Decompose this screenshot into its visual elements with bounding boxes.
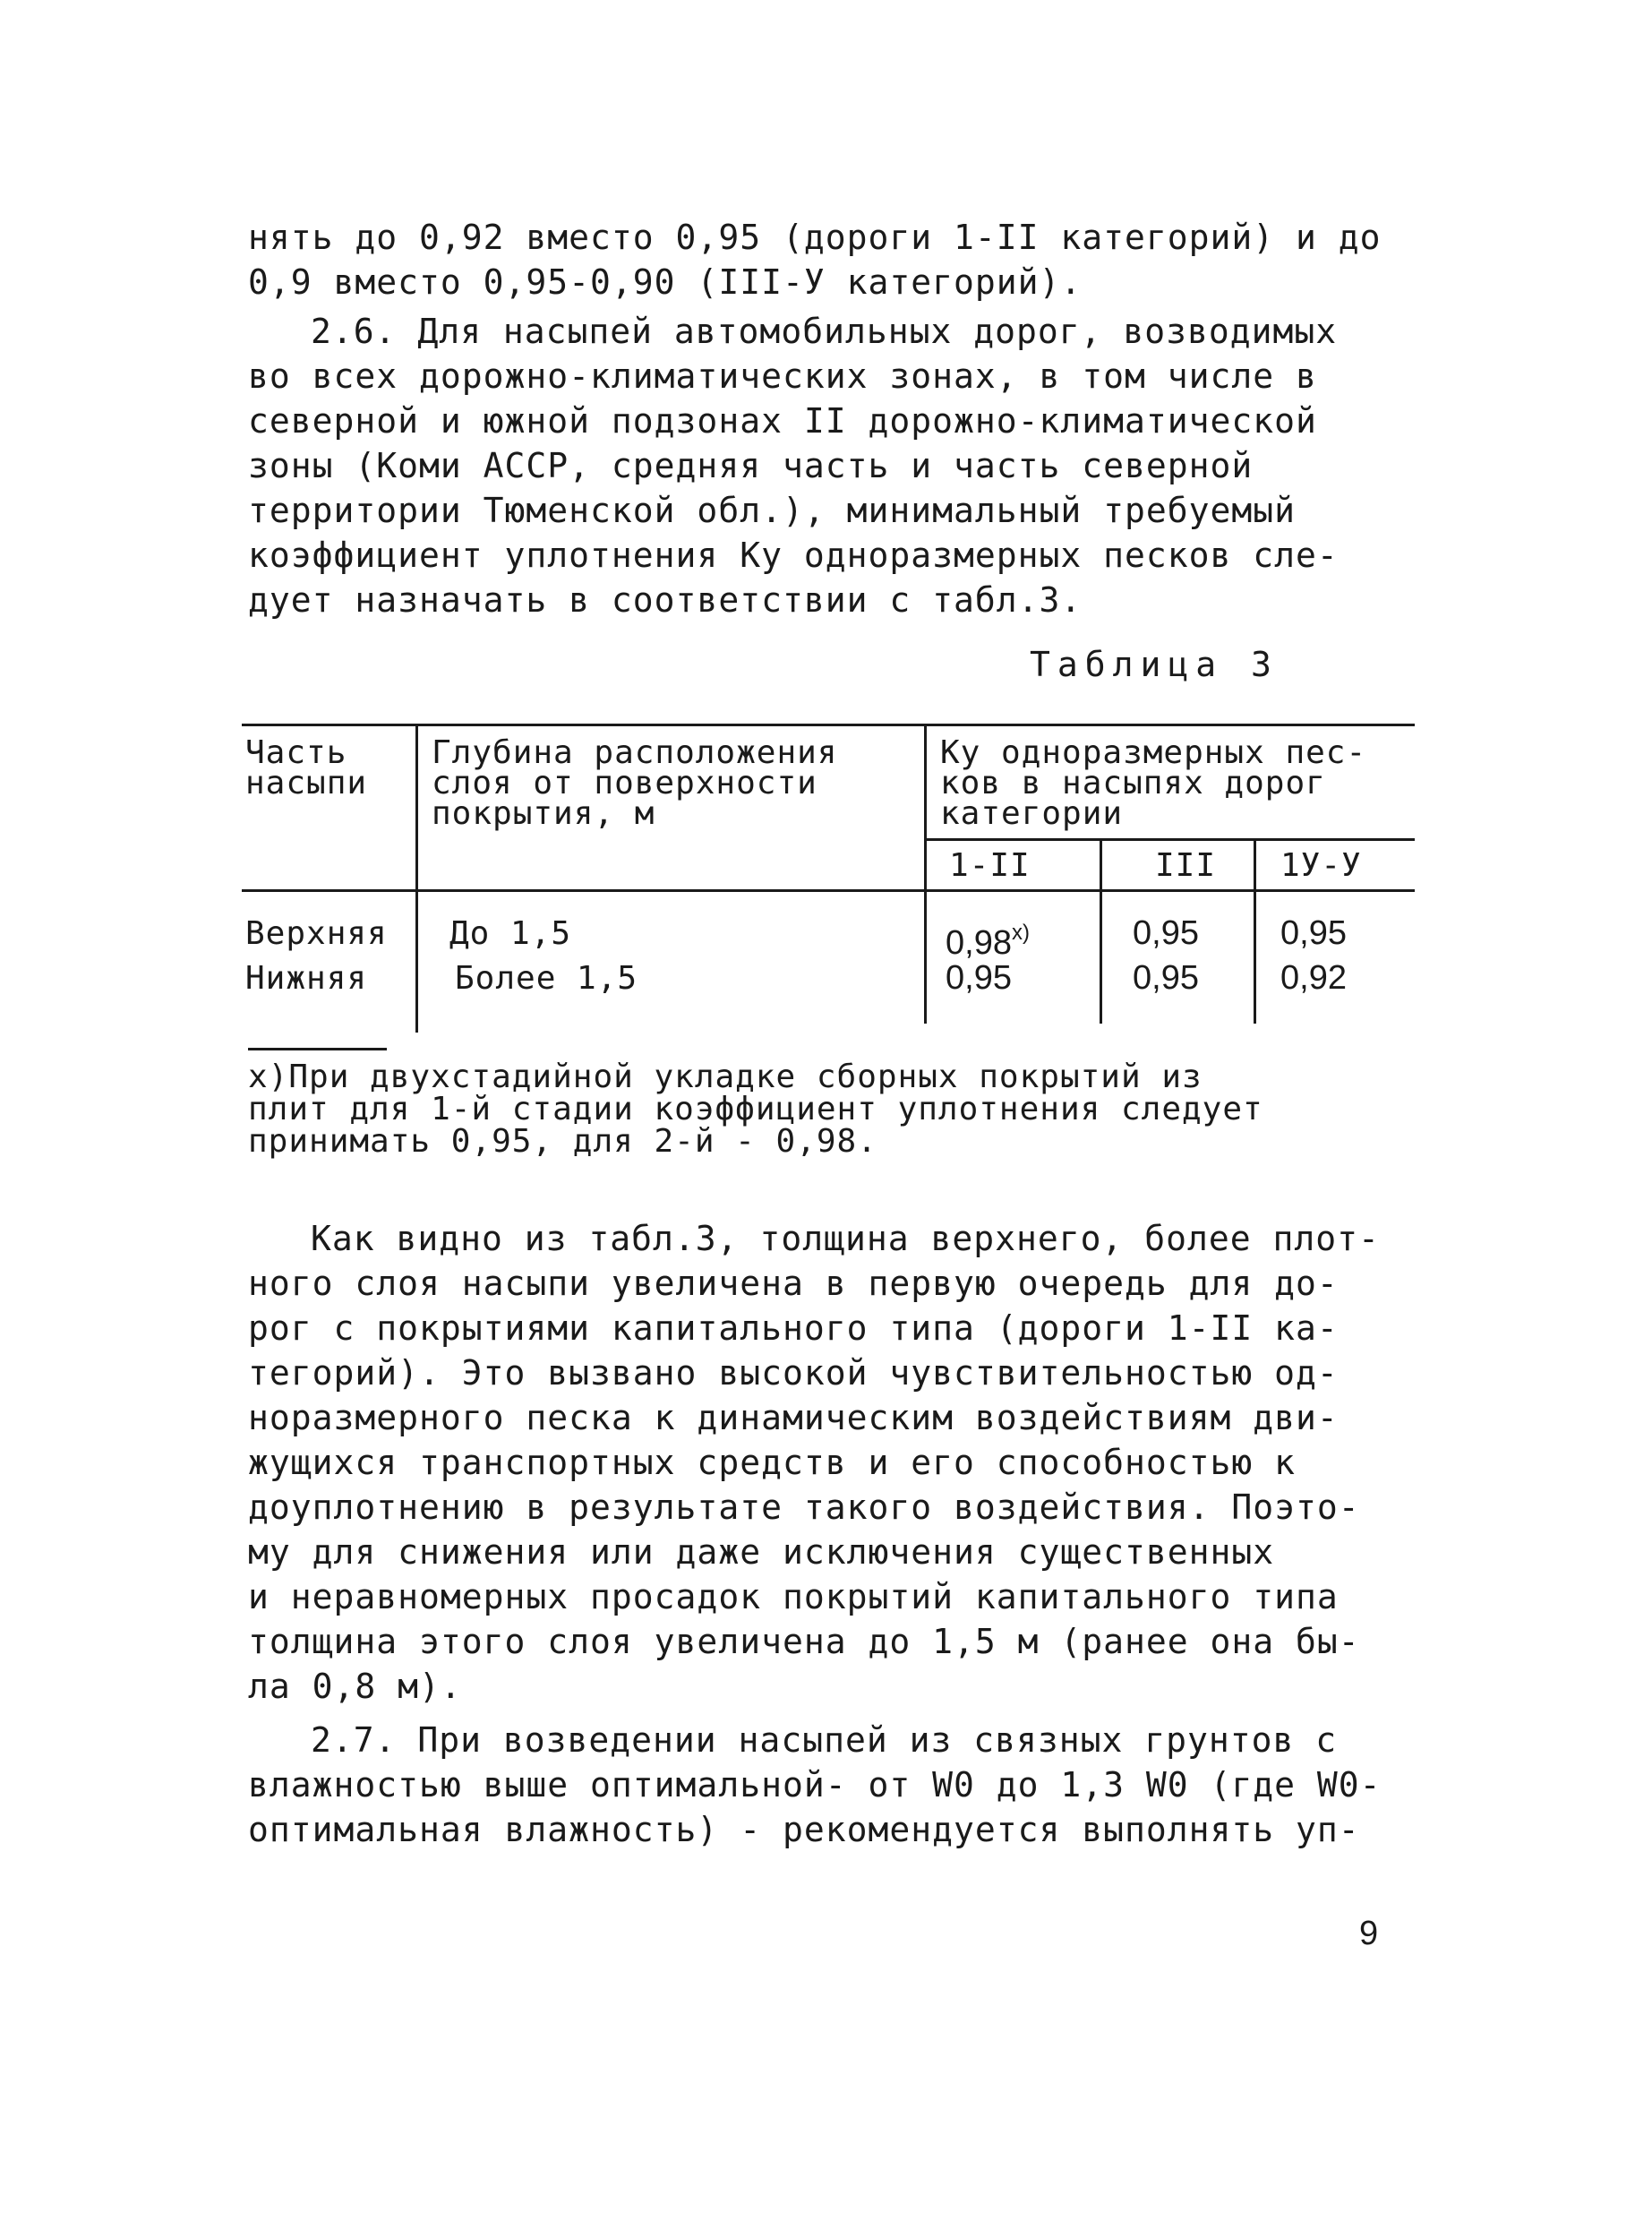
text-line: и неравномерных просадок покрытий капитального типа — [248, 1577, 1339, 1616]
table-divider — [415, 724, 418, 1033]
header-line: Часть — [245, 734, 347, 771]
text-line: жущихся транспортных средств и его способностью к — [248, 1443, 1297, 1482]
header-line: слоя от поверхности — [432, 765, 817, 802]
table-divider — [924, 724, 927, 1024]
text-line: принимать 0,95, для 2-й - 0,98. — [248, 1123, 877, 1160]
text-line: дует назначать в соответствии с табл.3. — [248, 580, 1083, 620]
table-subheader-rule — [924, 838, 1415, 841]
row-upper-part: Верхняя — [245, 915, 388, 952]
subheader-cat-1-2: 1-II — [949, 847, 1031, 884]
text-line: му для снижения или даже исключения существенных — [248, 1532, 1275, 1572]
text-line: нять до 0,92 вместо 0,95 (дороги 1-II категорий) и до — [248, 218, 1382, 257]
table-footnote — [248, 1061, 1403, 1158]
row-lower-cat-4-5: 0,92 — [1280, 959, 1347, 997]
table-3 — [242, 724, 1415, 1028]
text-line: зоны (Коми АССР, средняя часть и часть северной — [248, 446, 1254, 485]
header-line: категории — [940, 795, 1124, 832]
header-line: Ку одноразмерных пес- — [940, 734, 1367, 771]
header-line: покрытия, м — [432, 795, 655, 832]
text-line: Как видно из табл.3, толщина верхнего, более плот- — [311, 1219, 1380, 1258]
row-lower-part: Нижняя — [245, 960, 368, 997]
text-line: плит для 1-й стадии коэффициент уплотнения следует — [248, 1091, 1263, 1127]
header-line: ков в насыпях дорог — [940, 765, 1326, 802]
footnote-rule — [248, 1048, 387, 1050]
row-upper-depth: До 1,5 — [449, 915, 572, 952]
header-part — [245, 734, 368, 802]
discussion-paragraph — [248, 1216, 1403, 1709]
section-2-6-paragraph — [248, 309, 1403, 622]
header-line: Глубина расположения — [432, 734, 838, 771]
table-caption: Таблица 3 — [1030, 645, 1279, 684]
text-line: тегорий). Это вызвано высокой чувствительностью од- — [248, 1353, 1339, 1393]
text-line: х)При двухстадийной укладке сборных покрытий из — [248, 1059, 1203, 1095]
text-line: оптимальная влажность) - рекомендуется выполнять уп- — [248, 1810, 1360, 1849]
text-line: 0,9 вместо 0,95-0,90 (III-У категорий). — [248, 262, 1083, 302]
value-text: 0,98 — [946, 924, 1012, 962]
row-lower-depth: Более 1,5 — [455, 960, 638, 997]
subheader-cat-4-5: 1У-У — [1280, 847, 1362, 884]
text-line: доуплотнению в результате такого воздействия. Поэто- — [248, 1487, 1360, 1527]
text-line: территории Тюменской обл.), минимальный требуемый — [248, 491, 1297, 530]
footnote-marker: х) — [1011, 921, 1030, 945]
text-line: во всех дорожно-климатических зонах, в том числе в — [248, 356, 1317, 396]
header-ku — [940, 734, 1367, 832]
header-line: насыпи — [245, 765, 368, 802]
row-lower-cat-3: 0,95 — [1133, 959, 1199, 997]
row-upper-cat-3: 0,95 — [1133, 914, 1199, 952]
text-line: северной и южной подзонах II дорожно-климатической — [248, 401, 1317, 441]
row-lower-cat-1-2: 0,95 — [946, 959, 1012, 997]
section-2-7-paragraph — [248, 1718, 1403, 1852]
page-number: 9 — [1359, 1915, 1379, 1952]
text-line: толщина этого слоя увеличена до 1,5 м (ранее она бы- — [248, 1622, 1360, 1661]
table-divider — [1100, 838, 1102, 1024]
header-depth — [432, 734, 838, 832]
text-line: 2.6. Для насыпей автомобильных дорог, возводимых — [311, 312, 1338, 351]
row-upper-cat-4-5: 0,95 — [1280, 914, 1347, 952]
text-line: норазмерного песка к динамическим воздействиям дви- — [248, 1398, 1339, 1437]
text-line: коэффициент уплотнения Ку одноразмерных песков сле- — [248, 536, 1339, 575]
intro-paragraph — [248, 215, 1403, 304]
row-upper-cat-1-2 — [946, 915, 1030, 961]
text-line: 2.7. При возведении насыпей из связных грунтов с — [311, 1720, 1338, 1760]
text-line: влажностью выше оптимальной- от W0 до 1,3 W0 (где W0- — [248, 1765, 1382, 1805]
table-divider — [1254, 838, 1256, 1024]
text-line: ного слоя насыпи увеличена в первую очередь для до- — [248, 1264, 1339, 1303]
text-line: ла 0,8 м). — [248, 1667, 462, 1706]
subheader-cat-3: III — [1155, 847, 1217, 884]
text-line: рог с покрытиями капитального типа (дороги 1-II ка- — [248, 1308, 1339, 1348]
